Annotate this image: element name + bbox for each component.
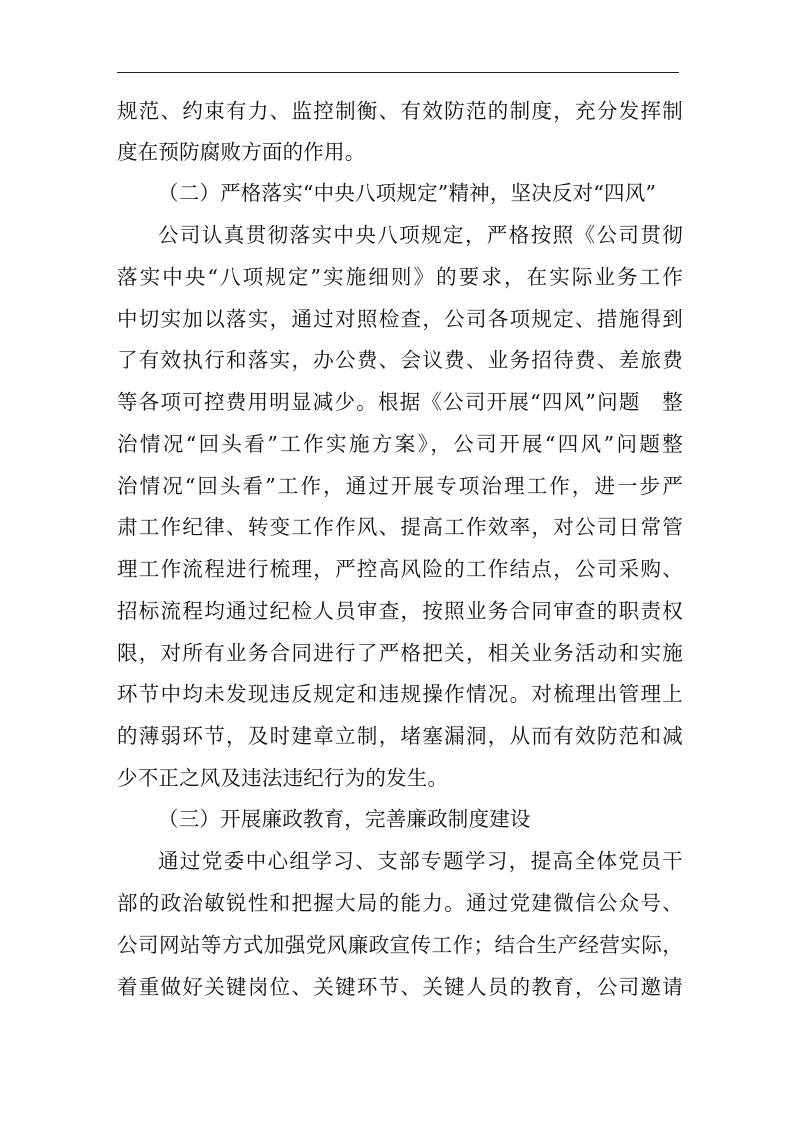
- text-line: 落实中央“八项规定”实施细则》的要求，在实际业务工作: [117, 265, 683, 289]
- text-line: 少不正之风及违法违纪行为的发生。: [117, 766, 449, 790]
- text-line: 环节中均未发现违反规定和违规操作情况。对梳理出管理上: [117, 682, 683, 706]
- text-line: 的薄弱环节，及时建章立制，堵塞漏洞，从而有效防范和减: [117, 724, 683, 748]
- section-heading: （二）严格落实“中央八项规定”精神，坚决反对“四风”: [158, 181, 657, 205]
- text-line: 部的政治敏锐性和把握大局的能力。通过党建微信公众号、: [117, 891, 683, 915]
- text-line: 理工作流程进行梳理，严控高风险的工作结点，公司采购、: [117, 557, 683, 581]
- text-line: 治情况“回头看”工作实施方案》，公司开展“四风”问题整: [117, 432, 683, 456]
- text-line: 通过党委中心组学习、支部专题学习，提高全体党员干: [158, 849, 683, 873]
- section-heading: （三）开展廉政教育，完善廉政制度建设: [158, 807, 531, 831]
- text-line: 限，对所有业务合同进行了严格把关，相关业务活动和实施: [117, 641, 683, 665]
- text-line: 招标流程均通过纪检人员审查，按照业务合同审查的职责权: [117, 599, 683, 623]
- text-line: 公司网站等方式加强党风廉政宣传工作；结合生产经营实际，: [117, 933, 683, 957]
- text-line: 治情况“回头看”工作，通过开展专项治理工作，进一步严: [117, 474, 683, 498]
- text-line: 度在预防腐败方面的作用。: [117, 140, 366, 164]
- text-line: 肃工作纪律、转变工作作风、提高工作效率，对公司日常管: [117, 515, 683, 539]
- text-line: 中切实加以落实，通过对照检查，公司各项规定、措施得到: [117, 307, 683, 331]
- header-rule: [117, 72, 679, 73]
- text-line: 了有效执行和落实，办公费、会议费、业务招待费、差旅费: [117, 348, 683, 372]
- text-line: 公司认真贯彻落实中央八项规定，严格按照《公司贯彻: [158, 223, 683, 247]
- text-line: 等各项可控费用明显减少。根据《公司开展“四风”问题 整: [117, 390, 683, 414]
- text-line: 规范、约束有力、监控制衡、有效防范的制度，充分发挥制: [117, 99, 683, 123]
- text-line: 着重做好关键岗位、关键环节、关键人员的教育，公司邀请: [117, 975, 683, 999]
